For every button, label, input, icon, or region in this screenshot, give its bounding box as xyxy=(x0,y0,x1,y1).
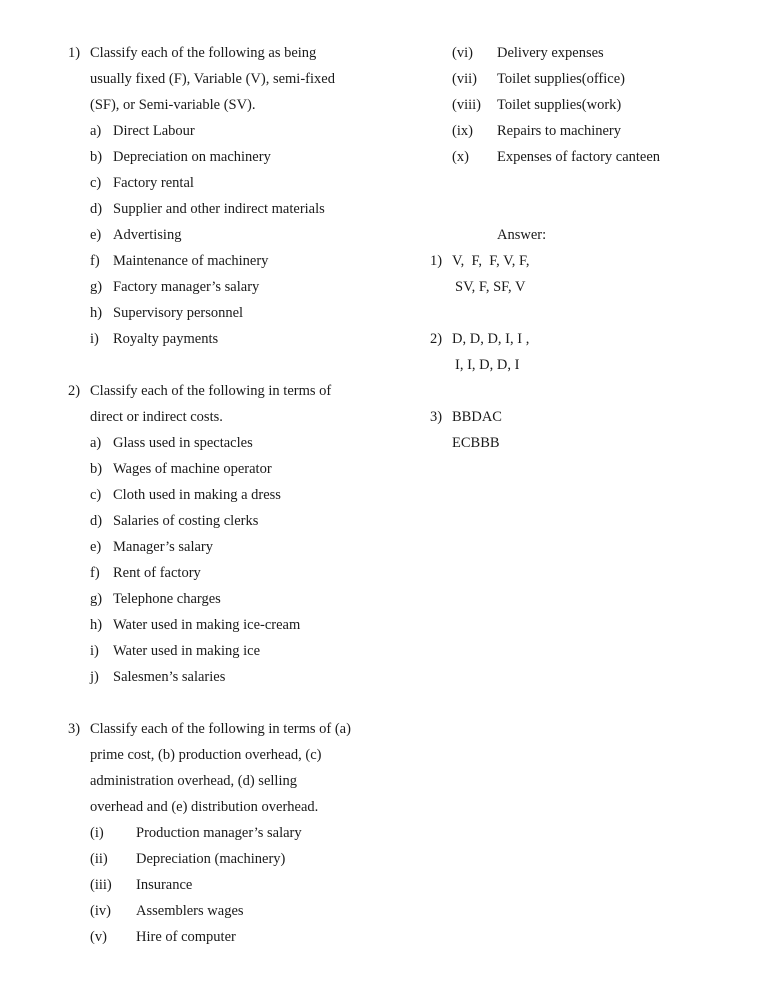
list-item: Insurance xyxy=(136,877,193,893)
answer-number: 2) xyxy=(430,331,443,347)
list-item-marker: (v) xyxy=(90,929,107,945)
answer-line: ECBBB xyxy=(452,435,500,451)
list-item: Glass used in spectacles xyxy=(113,435,253,451)
list-item: Depreciation (machinery) xyxy=(136,851,286,867)
q1-text-line: (SF), or Semi-variable (SV). xyxy=(90,97,256,113)
q3-text-line: administration overhead, (d) selling xyxy=(90,773,297,789)
list-item: Manager’s salary xyxy=(113,539,213,555)
answer-heading: Answer: xyxy=(497,227,547,243)
list-item-marker: (i) xyxy=(90,825,104,841)
list-item: Water used in making ice xyxy=(113,643,261,659)
list-item-marker: f) xyxy=(90,253,100,269)
list-item: Salesmen’s salaries xyxy=(113,669,226,685)
list-item: Delivery expenses xyxy=(497,45,604,61)
list-item: Telephone charges xyxy=(113,591,221,607)
list-item-marker: a) xyxy=(90,435,102,451)
answer-line: BBDAC xyxy=(452,409,502,425)
answer-line: V, F, F, V, F, xyxy=(452,253,530,269)
list-item-marker: j) xyxy=(90,669,99,685)
list-item-marker: g) xyxy=(90,279,103,295)
list-item: Direct Labour xyxy=(113,123,195,139)
list-item: Factory manager’s salary xyxy=(113,279,260,295)
list-item: Water used in making ice-cream xyxy=(113,617,301,633)
list-item-marker: (viii) xyxy=(452,97,481,113)
list-item: Hire of computer xyxy=(136,929,236,945)
list-item-marker: i) xyxy=(90,643,99,659)
q3-text-line: Classify each of the following in terms of (a) xyxy=(90,721,351,737)
list-item-marker: d) xyxy=(90,513,103,529)
list-item: Factory rental xyxy=(113,175,194,191)
list-item-marker: (vii) xyxy=(452,71,477,87)
list-item-marker: g) xyxy=(90,591,103,607)
list-item: Depreciation on machinery xyxy=(113,149,271,165)
list-item: Toilet supplies(work) xyxy=(497,97,622,113)
list-item-marker: b) xyxy=(90,461,103,477)
list-item-marker: (vi) xyxy=(452,45,473,61)
list-item-marker: e) xyxy=(90,227,102,243)
list-item-marker: d) xyxy=(90,201,103,217)
list-item: Repairs to machinery xyxy=(497,123,622,139)
answer-number: 1) xyxy=(430,253,443,269)
list-item: Maintenance of machinery xyxy=(113,253,269,269)
list-item-marker: e) xyxy=(90,539,102,555)
q2-text-line: Classify each of the following in terms of xyxy=(90,383,332,399)
list-item: Rent of factory xyxy=(113,565,201,581)
q3-text-line: prime cost, (b) production overhead, (c) xyxy=(90,747,322,763)
list-item-marker: h) xyxy=(90,617,103,633)
list-item: Toilet supplies(office) xyxy=(497,71,625,87)
list-item-marker: c) xyxy=(90,487,102,503)
q2-text-line: direct or indirect costs. xyxy=(90,409,223,425)
q3-number: 3) xyxy=(68,721,81,737)
list-item: Supplier and other indirect materials xyxy=(113,201,325,217)
q3-text-line: overhead and (e) distribution overhead. xyxy=(90,799,319,815)
answer-number: 3) xyxy=(430,409,443,425)
list-item-marker: (x) xyxy=(452,149,469,165)
list-item: Supervisory personnel xyxy=(113,305,244,321)
q1-text-line: Classify each of the following as being xyxy=(90,45,317,61)
list-item: Salaries of costing clerks xyxy=(113,513,259,529)
list-item-marker: (ii) xyxy=(90,851,108,867)
list-item: Assemblers wages xyxy=(136,903,244,919)
list-item-marker: a) xyxy=(90,123,102,139)
list-item: Cloth used in making a dress xyxy=(113,487,281,503)
q1-text-line: usually fixed (F), Variable (V), semi-fixed xyxy=(90,71,335,87)
list-item: Advertising xyxy=(113,227,182,243)
list-item-marker: f) xyxy=(90,565,100,581)
list-item-marker: b) xyxy=(90,149,103,165)
list-item: Production manager’s salary xyxy=(136,825,302,841)
list-item-marker: h) xyxy=(90,305,103,321)
list-item-marker: c) xyxy=(90,175,102,191)
list-item-marker: (iv) xyxy=(90,903,111,919)
answer-line: I, I, D, D, I xyxy=(455,357,520,373)
list-item-marker: (iii) xyxy=(90,877,112,893)
list-item: Expenses of factory canteen xyxy=(497,149,661,165)
answer-line: D, D, D, I, I , xyxy=(452,331,530,347)
answer-line: SV, F, SF, V xyxy=(455,279,526,295)
q2-number: 2) xyxy=(68,383,81,399)
list-item-marker: i) xyxy=(90,331,99,347)
list-item: Royalty payments xyxy=(113,331,219,347)
q1-number: 1) xyxy=(68,45,81,61)
list-item: Wages of machine operator xyxy=(113,461,272,477)
list-item-marker: (ix) xyxy=(452,123,473,139)
